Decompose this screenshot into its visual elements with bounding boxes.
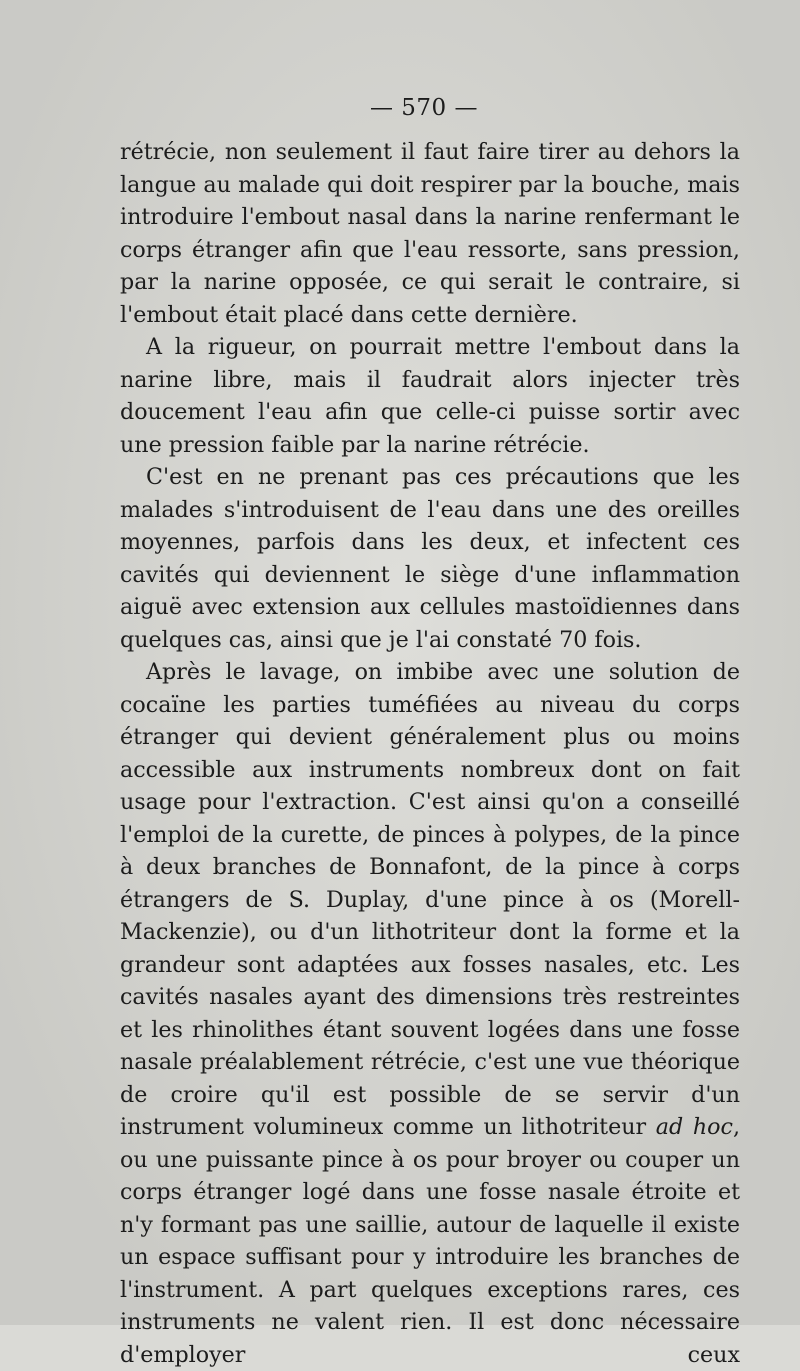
page-number: — 570 — xyxy=(369,95,479,121)
paragraph-4-text-end: , ou une puissante pince à os pour broyer ou couper un corps étranger logé dans une fosse nasale étroite et n'y formant pas une saillie, autour de laquelle il existe un espace suffisant pour y introduire les branches de l'instrument. A part quelques exceptions rares, ces instruments ne valent rien. Il est donc nécessaire d'employer ceux xyxy=(120,1114,741,1368)
paragraph-1: rétrécie, non seulement il faut faire tirer au dehors la langue au malade qui doit respirer par la bouche, mais introduire l'embout nasal dans la narine renfermant le corps étranger afin que l'eau ressorte, sans pression, par la narine opposée, ce qui serait le contraire, si l'embout était placé dans cette dernière. xyxy=(120,139,740,328)
paragraph-4-italic-phrase: ad hoc xyxy=(655,1114,733,1140)
paragraph-2: A la rigueur, on pourrait mettre l'embout dans la narine libre, mais il faudrait alors injecter très doucement l'eau afin que celle-ci puisse sortir avec une pression faible par la narine rétrécie. xyxy=(120,334,740,458)
paragraph-3: C'est en ne prenant pas ces précautions que les malades s'introduisent de l'eau dans une des oreilles moyennes, parfois dans les deux, et infectent ces cavités qui deviennent le siège d'une inflammation aiguë avec extension aux cellules mastoïdiennes dans quelques cas, ainsi que je l'ai constaté 70 fois. xyxy=(120,464,740,653)
paragraph-4-text-start: Après le lavage, on imbibe avec une solution de cocaïne les parties tuméfiées au niveau du corps étranger qui devient généralement plus ou moins accessible aux instruments nombreux dont on fait usage pour l'extraction. C'est ainsi qu'on a conseillé l'emploi de la curette, de pinces à polypes, de la pince à deux branches de Bonnafont, de la pince à corps étrangers de S. Duplay, d'une pince à os (Morell-Mackenzie), ou d'un lithotriteur dont la forme et la grandeur sont adaptées aux fosses nasales, etc. Les cavités nasales ayant des dimensions très restreintes et les rhinolithes étant souvent logées dans une fosse nasale préalablement rétrécie, c'est une vue théorique de croire qu'il est possible de se servir d'un instrument volumineux comme un lithotriteur xyxy=(120,659,740,1140)
paragraph-4 xyxy=(120,656,740,1371)
body-text xyxy=(120,136,740,1371)
